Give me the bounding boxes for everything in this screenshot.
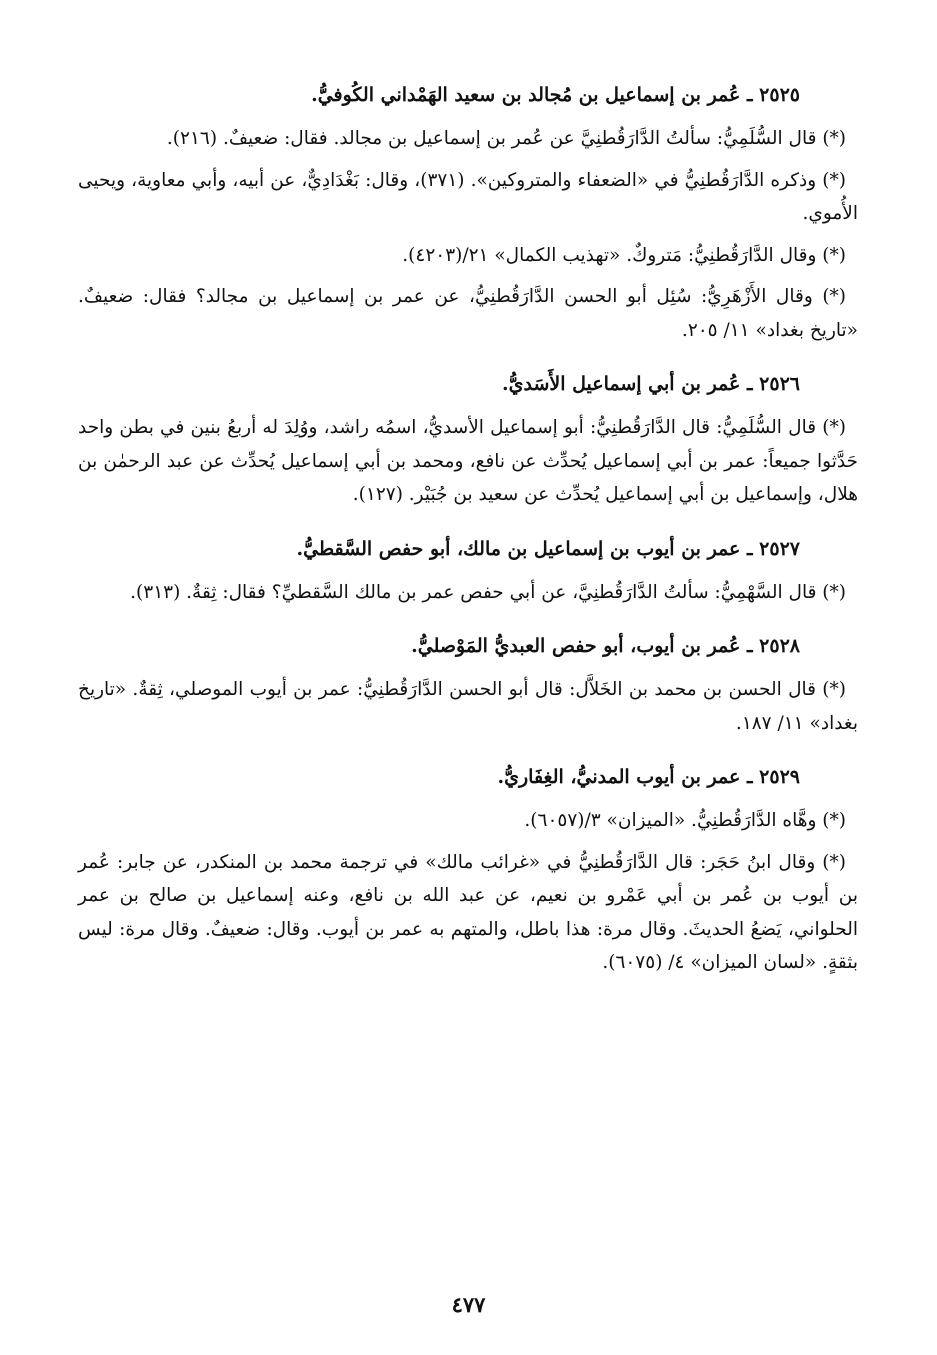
- entry-heading: ٢٥٢٥ ـ عُمر بن إسماعيل بن مُجالد بن سعيد الهَمْداني الكُوفيُّ.: [311, 84, 800, 106]
- entry-paragraph: (*) وقال الأَزْهَرِيُّ: سُئِل أبو الحسن الدَّارَقُطنِيُّ، عن عمر بن إسماعيل بن مجالد؟ فقال: ضعيفٌ. «تاريخ بغداد» ١١/ ٢٠٥.: [78, 286, 858, 341]
- entry-paragraph: (*) وقال الدَّارَقُطنِيُّ: مَتروكٌ. «تهذيب الكمال» ٢١/(٤٢٠٣).: [402, 244, 846, 266]
- entry-paragraph: (*) وهَّاه الدَّارَقُطنِيُّ. «الميزان» ٣/(٦٠٥٧).: [524, 810, 846, 831]
- entry-2528: [78, 631, 858, 740]
- entry-heading: ٢٥٢٨ ـ عُمر بن أيوب، أبو حفص العبديُّ المَوْصليُّ.: [411, 635, 800, 657]
- entry-heading: ٢٥٢٩ ـ عمر بن أيوب المدنيُّ، الغِفَاريُّ.: [497, 766, 800, 788]
- entry-heading: ٢٥٢٧ ـ عمر بن أيوب بن إسماعيل بن مالك، أبو حفص السَّقطيُّ.: [296, 537, 800, 560]
- entry-2525: [78, 80, 858, 347]
- entry-2526: [78, 369, 858, 512]
- entry-paragraph: (*) وقال ابنُ حَجَر: قال الدَّارَقُطنِيُّ في «غرائب مالك» في ترجمة محمد بن المنكدر، عن جابر: عُمر بن أيوب بن عُمر بن أبي عَمْرو بن نعيم، عن عبد الله بن نافع، وعنه إسماعيل بن صالح بن عمر الحلواني، يَضعُ الحديثَ. وقال مرة: هذا باطل، والمتهم به عمر بن أيوب. وقال: ضعيفٌ. وقال مرة: ليس بثقةٍ. «لسان الميزان» ٤/ (٦٠٧٥).: [78, 851, 858, 973]
- entry-paragraph: (*) وذكره الدَّارَقُطنِيُّ في «الضعفاء والمتروكين». (٣٧١)، وقال: بَغْدَادِيٌّ، عن أبيه، وأبي معاوية، ويحيى الأُموي.: [78, 169, 858, 224]
- page-number: ٤٧٧: [451, 1292, 486, 1317]
- entry-heading: ٢٥٢٦ ـ عُمر بن أبي إسماعيل الأَسَديُّ.: [502, 373, 800, 395]
- page-body: [78, 80, 858, 1002]
- entry-2527: [78, 534, 858, 610]
- entry-2529: [78, 762, 858, 980]
- entry-paragraph: (*) قال السَّهْمِيُّ: سألتُ الدَّارَقُطنِيَّ، عن أبي حفص عمر بن مالك السَّقطيِّ؟ فقال: ثِقةٌ. (٣١٣).: [130, 581, 846, 603]
- entry-paragraph: (*) قال الحسن بن محمد بن الخَلاَّل: قال أبو الحسن الدَّارَقُطنِيُّ: عمر بن أيوب الموصلي، ثِقةٌ. «تاريخ بغداد» ١١/ ١٨٧.: [78, 679, 858, 734]
- entry-paragraph: (*) قال السُّلَمِيُّ: سألتُ الدَّارَقُطنِيَّ عن عُمر بن إسماعيل بن مجالد. فقال: ضعيفٌ. (٢١٦).: [166, 128, 846, 149]
- entry-paragraph: (*) قال السُّلَمِيُّ: قال الدَّارَقُطنِيُّ: أبو إسماعيل الأسديُّ، اسمُه راشد، ووُلِدَ له أربعُ بنين في بطن واحد حَدَّثوا جميعاً: عمر بن أبي إسماعيل يُحدِّث عن نافع، ومحمد بن أبي إسماعيل يُحدِّث عن عبد الرحمٰن بن هلال، وإسماعيل بن أبي إسماعيل يُحدِّث عن سعيد بن جُبَيْر. (١٢٧).: [78, 417, 858, 505]
